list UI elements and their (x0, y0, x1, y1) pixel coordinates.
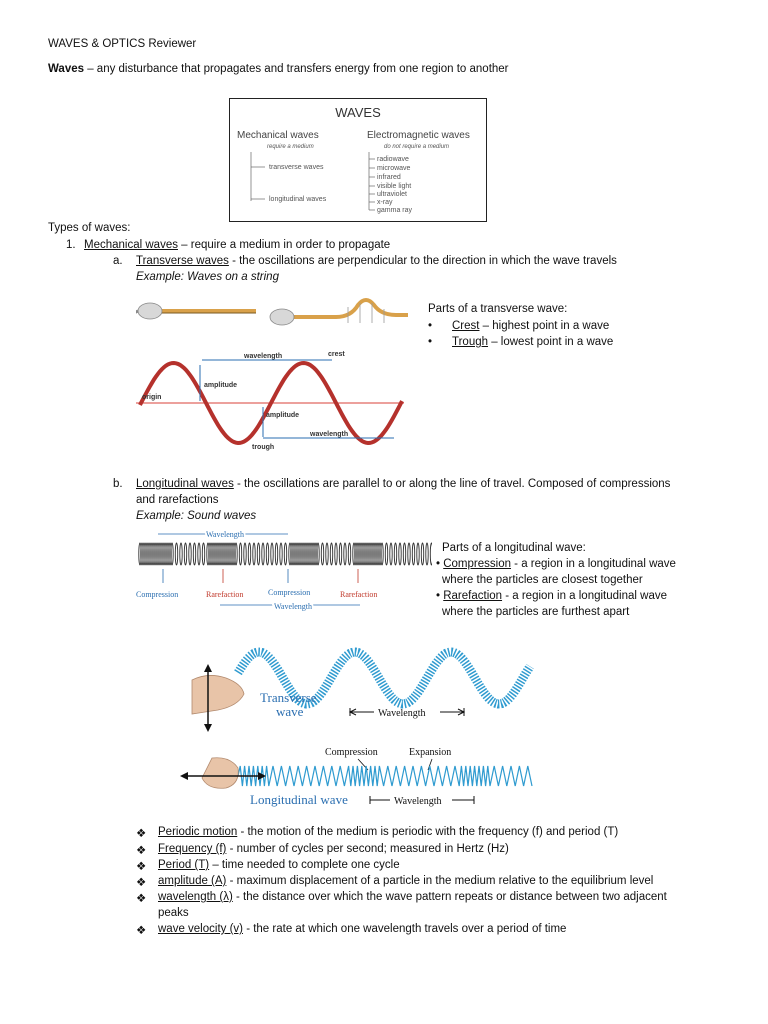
label-crest: crest (328, 351, 345, 358)
term-wavelength: wavelength (λ) (158, 891, 233, 903)
coil-loop (275, 543, 277, 565)
diagram-em-item: gamma ray (377, 207, 413, 214)
term-def: - maximum displacement of a particle in the medium relative to the equilibrium level (226, 875, 654, 887)
label-wavelength: wavelength (244, 353, 283, 360)
transverse-example: Example: Waves on a string (136, 271, 279, 283)
compression-def-2: where the particles are closest together (442, 574, 643, 586)
term-wave-velocity: wave velocity (v) (158, 923, 243, 935)
long-part-rarefaction (436, 590, 667, 602)
crest-term: Crest (452, 320, 480, 332)
coil-loop (403, 543, 405, 565)
coil-loop (180, 543, 182, 565)
coil-loop (198, 543, 200, 565)
coil-loop (266, 543, 268, 565)
longitudinal-def-2: and rarefactions (136, 494, 219, 506)
page-title: WAVES & OPTICS Reviewer (48, 38, 197, 50)
label-amplitude-2: amplitude (266, 412, 300, 419)
diagram-mech: Mechanical waves (237, 130, 319, 141)
coil-loop (171, 543, 173, 565)
longitudinal-example: Example: Sound waves (136, 510, 257, 522)
transverse-part-trough (428, 336, 614, 348)
coil-loop (262, 543, 264, 565)
hand-icon (136, 303, 162, 319)
lw-wavelength-bottom: Wavelength (274, 602, 313, 611)
diamond-bullet-icon: ❖ (136, 861, 147, 873)
list-item (136, 859, 400, 873)
bullet-icon: • (428, 320, 433, 332)
item-transverse (136, 255, 617, 267)
lw-rarefaction-1: Rarefaction (206, 590, 244, 599)
wave-comparison-illustration (178, 638, 534, 812)
coil-loop (394, 543, 396, 565)
lw-wavelength-top: Wavelength (206, 530, 245, 539)
term-periodic-motion: Periodic motion (158, 826, 238, 838)
label-origin: origin (142, 394, 162, 401)
diagram-em-item: radiowave (377, 156, 409, 163)
compare-longitudinal: Longitudinal wave (250, 792, 348, 807)
coil-loop (235, 543, 237, 565)
sub-letter: b. (113, 478, 123, 490)
bullet-icon: • (436, 558, 441, 570)
longitudinal-wave-diagram (136, 527, 432, 617)
coil-loop (421, 543, 423, 565)
coil-loop (339, 543, 341, 565)
bullet-icon: • (436, 590, 441, 602)
diagram-mech-item: transverse waves (269, 164, 324, 171)
coil-loop (417, 543, 419, 565)
label-wavelength-2: wavelength (310, 431, 349, 438)
diagram-em-sub: do not require a medium (384, 144, 450, 150)
longitudinal-def: - the oscillations are parallel to or along the line of travel. Composed of compressions (233, 478, 671, 490)
intro-term: Waves (48, 63, 85, 75)
hand-icon (192, 664, 244, 732)
term-amplitude: amplitude (A) (158, 875, 227, 887)
long-parts-heading: Parts of a longitudinal wave: (442, 542, 586, 554)
term-def-continued: peaks (158, 907, 189, 919)
label-trough: trough (252, 444, 275, 451)
diagram-em-item: infrared (377, 174, 401, 181)
mechanical-term: Mechanical waves (84, 239, 178, 251)
lw-compression-1: Compression (136, 590, 179, 599)
list-item (136, 826, 619, 840)
types-heading: Types of waves: (48, 222, 131, 234)
coil-loop (253, 543, 255, 565)
compare-compression: Compression (325, 747, 378, 758)
diagram-mech-item: longitudinal waves (269, 196, 327, 203)
crest-def: – highest point in a wave (479, 320, 610, 332)
diamond-bullet-icon: ❖ (136, 893, 147, 905)
term-frequency: Frequency (f) (158, 843, 227, 855)
coil-zigzag (238, 766, 532, 786)
compare-wavelength-2: Wavelength (394, 796, 442, 807)
longitudinal-term: Longitudinal waves (136, 478, 234, 490)
list-item (136, 843, 509, 857)
compare-wavelength-1: Wavelength (378, 708, 426, 719)
long-part-compression (436, 558, 676, 570)
term-def: - the rate at which one wavelength travels over a period of time (243, 923, 567, 935)
coil-loop (248, 543, 250, 565)
coil-loop (239, 543, 241, 565)
coil-loop (335, 543, 337, 565)
bullet-icon: • (428, 336, 433, 348)
coil-loop (344, 543, 346, 565)
longitudinal-spring-coil (238, 766, 532, 786)
diamond-bullet-icon: ❖ (136, 877, 147, 889)
diagram-em-item: visible light (377, 183, 412, 190)
coil-loop (348, 543, 350, 565)
coil-loop (385, 543, 387, 565)
term-def: - the distance over which the wave pattern repeats or distance between two adjacent (232, 891, 667, 903)
item-longitudinal (136, 478, 670, 490)
lw-compression-2: Compression (268, 588, 311, 597)
coil-loop (326, 543, 328, 565)
diamond-bullet-icon: ❖ (136, 828, 147, 840)
list-item (136, 875, 654, 889)
term-def: - the motion of the medium is periodic with the frequency (f) and period (T) (237, 826, 619, 838)
compare-expansion: Expansion (409, 747, 452, 758)
sub-letter: a. (113, 255, 123, 267)
list-item (136, 891, 667, 905)
coil-loop (426, 543, 428, 565)
diamond-bullet-icon: ❖ (136, 925, 147, 937)
hand-icon (270, 309, 294, 325)
coil-loop (390, 543, 392, 565)
coil-loop (184, 543, 186, 565)
diagram-title: WAVES (335, 105, 381, 120)
coil-loop (412, 543, 414, 565)
diagram-em-item: ultraviolet (377, 191, 407, 198)
lw-rarefaction-2: Rarefaction (340, 590, 378, 599)
item-mechanical (84, 239, 390, 251)
trough-def: – lowest point in a wave (488, 336, 614, 348)
spring-coil (139, 543, 432, 565)
intro-definition (48, 63, 509, 75)
diamond-bullet-icon: ❖ (136, 845, 147, 857)
transverse-def: - the oscillations are perpendicular to the direction in which the wave travels (228, 255, 617, 267)
rarefaction-term: Rarefaction (443, 590, 503, 602)
coil-loop (381, 543, 383, 565)
coil-loop (280, 543, 282, 565)
diagram-em-item: x-ray (377, 199, 393, 206)
coil-loop (284, 543, 286, 565)
coil-loop (175, 543, 177, 565)
coil-loop (257, 543, 259, 565)
coil-loop (202, 543, 204, 565)
diagram-mech-sub: require a medium (267, 144, 314, 150)
diagram-em-item: microwave (377, 165, 411, 172)
rarefaction-def-2: where the particles are furthest apart (442, 606, 630, 618)
rarefaction-def: - a region in a longitudinal wave (502, 590, 667, 602)
coil-loop (321, 543, 323, 565)
waves-classification-diagram (229, 98, 487, 222)
label-amplitude: amplitude (204, 382, 238, 389)
coil-loop (399, 543, 401, 565)
transverse-wave-diagram (136, 347, 406, 451)
intro-def: – any disturbance that propagates and transfers energy from one region to another (84, 63, 509, 75)
coil-loop (317, 543, 319, 565)
term-def: - number of cycles per second; measured in Hertz (Hz) (226, 843, 509, 855)
compression-def: - a region in a longitudinal wave (510, 558, 676, 570)
coil-loop (271, 543, 273, 565)
trough-term: Trough (452, 336, 489, 348)
term-def: – time needed to complete one cycle (209, 859, 400, 871)
transverse-parts-heading: Parts of a transverse wave: (428, 303, 568, 315)
transverse-part-crest (428, 320, 610, 332)
coil-loop (408, 543, 410, 565)
compression-term: Compression (443, 558, 511, 570)
compare-wave: wave (276, 704, 304, 719)
diagram-em: Electromagnetic waves (367, 130, 470, 141)
coil-loop (430, 543, 432, 565)
transverse-term: Transverse waves (136, 255, 229, 267)
coil-loop (193, 543, 195, 565)
coil-loop (189, 543, 191, 565)
list-item (136, 923, 567, 937)
term-period: Period (T) (158, 859, 210, 871)
mechanical-def: – require a medium in order to propagate (177, 239, 391, 251)
coil-loop (330, 543, 332, 565)
rope-illustration (136, 297, 408, 329)
list-number: 1. (66, 239, 76, 251)
compare-transverse: Transverse (260, 690, 317, 705)
coil-loop (244, 543, 246, 565)
